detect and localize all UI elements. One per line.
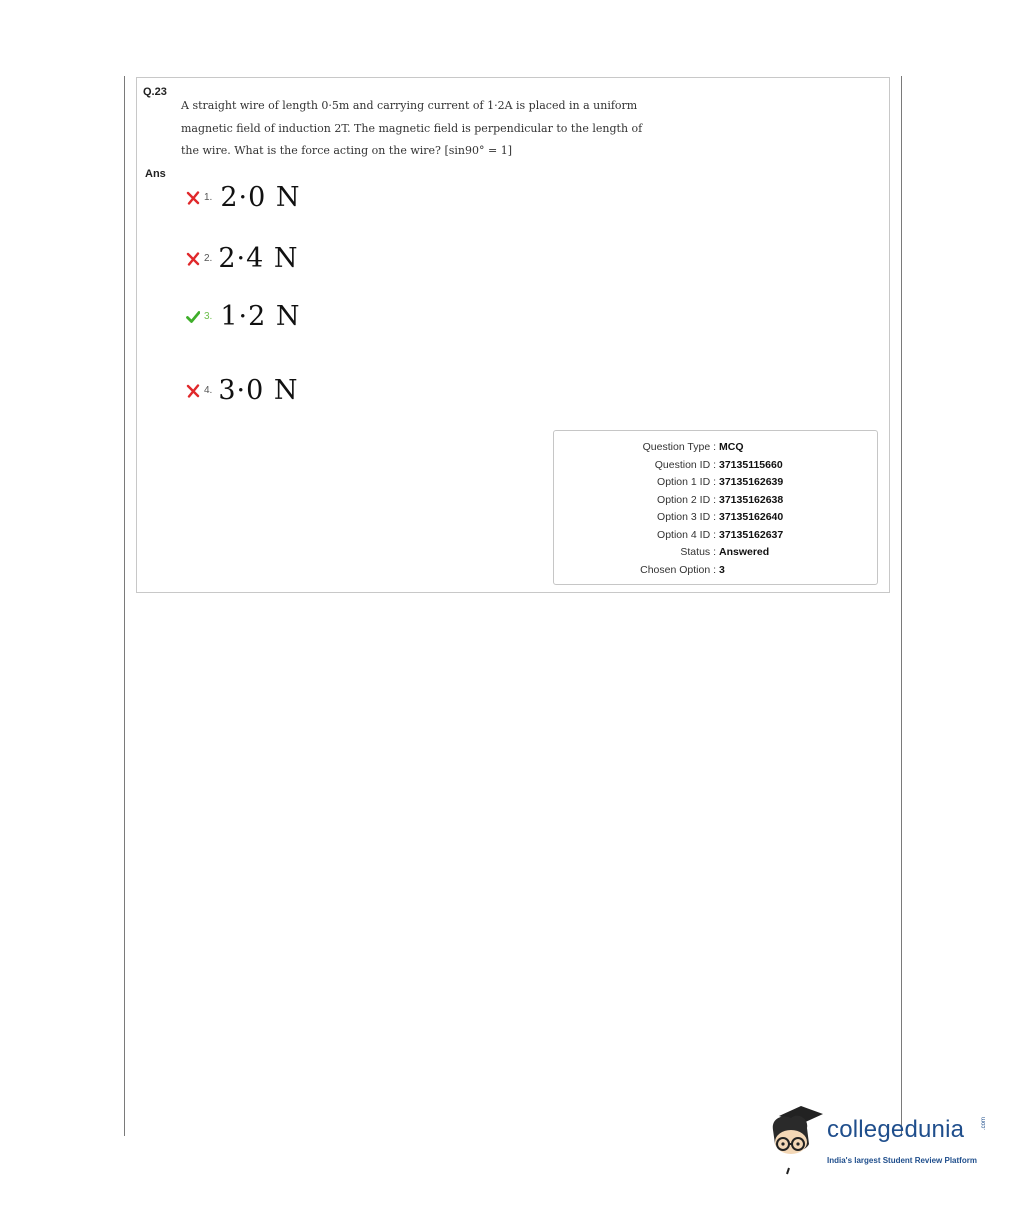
detail-value: Answered	[719, 546, 770, 558]
detail-value: 37135115660	[719, 458, 783, 471]
option-1	[186, 182, 301, 213]
detail-value: 37135162640	[719, 511, 784, 523]
detail-question-id	[554, 459, 783, 471]
detail-value: 37135162639	[719, 476, 784, 488]
detail-option-3-id	[554, 511, 783, 523]
detail-label: Option 2 ID :	[657, 493, 716, 506]
option-value: 3·0 N	[218, 375, 299, 406]
question-text-line: the wire. What is the force acting on the wire? [sin90° = 1]	[181, 144, 512, 157]
question-details-panel	[553, 430, 878, 585]
detail-value: 3	[719, 563, 725, 576]
page-rule-right	[901, 76, 902, 1136]
cross-icon	[186, 252, 200, 266]
logo-suffix: .com	[981, 1116, 987, 1130]
detail-label: Option 1 ID :	[657, 476, 716, 488]
detail-label: Option 3 ID :	[657, 511, 716, 523]
cross-icon	[186, 191, 200, 205]
detail-option-1-id	[554, 476, 783, 488]
option-value: 2·4 N	[218, 243, 299, 274]
option-value: 2·0 N	[220, 182, 301, 213]
logo-tagline: India's largest Student Review Platform	[827, 1156, 977, 1165]
option-number: 1.	[204, 192, 213, 203]
option-number: 3.	[204, 311, 213, 322]
ans-label: Ans	[145, 168, 166, 180]
detail-option-2-id	[554, 494, 783, 506]
detail-label: Option 4 ID :	[657, 528, 716, 541]
detail-question-type	[554, 441, 744, 453]
question-text-line: magnetic field of induction 2T. The magnetic field is perpendicular to the length of	[181, 121, 643, 135]
detail-label: Question Type :	[642, 441, 716, 453]
detail-value: 37135162637	[719, 528, 784, 541]
detail-label: Status :	[680, 546, 716, 558]
detail-value: MCQ	[719, 441, 744, 453]
option-3	[186, 301, 301, 332]
option-value: 1·2 N	[220, 301, 301, 332]
logo-wordmark: collegedunia	[827, 1116, 965, 1143]
detail-option-4-id	[554, 529, 783, 541]
check-icon	[186, 310, 200, 324]
detail-value: 37135162638	[719, 493, 784, 506]
question-number: Q.23	[143, 86, 167, 98]
detail-label: Chosen Option :	[640, 563, 716, 576]
detail-label: Question ID :	[654, 458, 716, 471]
detail-chosen-option	[554, 564, 725, 576]
option-2	[186, 243, 299, 274]
mascot-icon	[765, 1100, 825, 1178]
question-text	[181, 95, 651, 163]
detail-status	[554, 546, 769, 558]
option-4	[186, 375, 299, 406]
page-rule-left	[124, 76, 125, 1136]
option-number: 2.	[204, 253, 213, 264]
cross-icon	[186, 384, 200, 398]
option-number: 4.	[204, 385, 213, 396]
collegedunia-logo	[765, 1100, 995, 1180]
question-text-line: A straight wire of length 0·5m and carrying current of 1·2A is placed in a uniform	[181, 99, 638, 112]
